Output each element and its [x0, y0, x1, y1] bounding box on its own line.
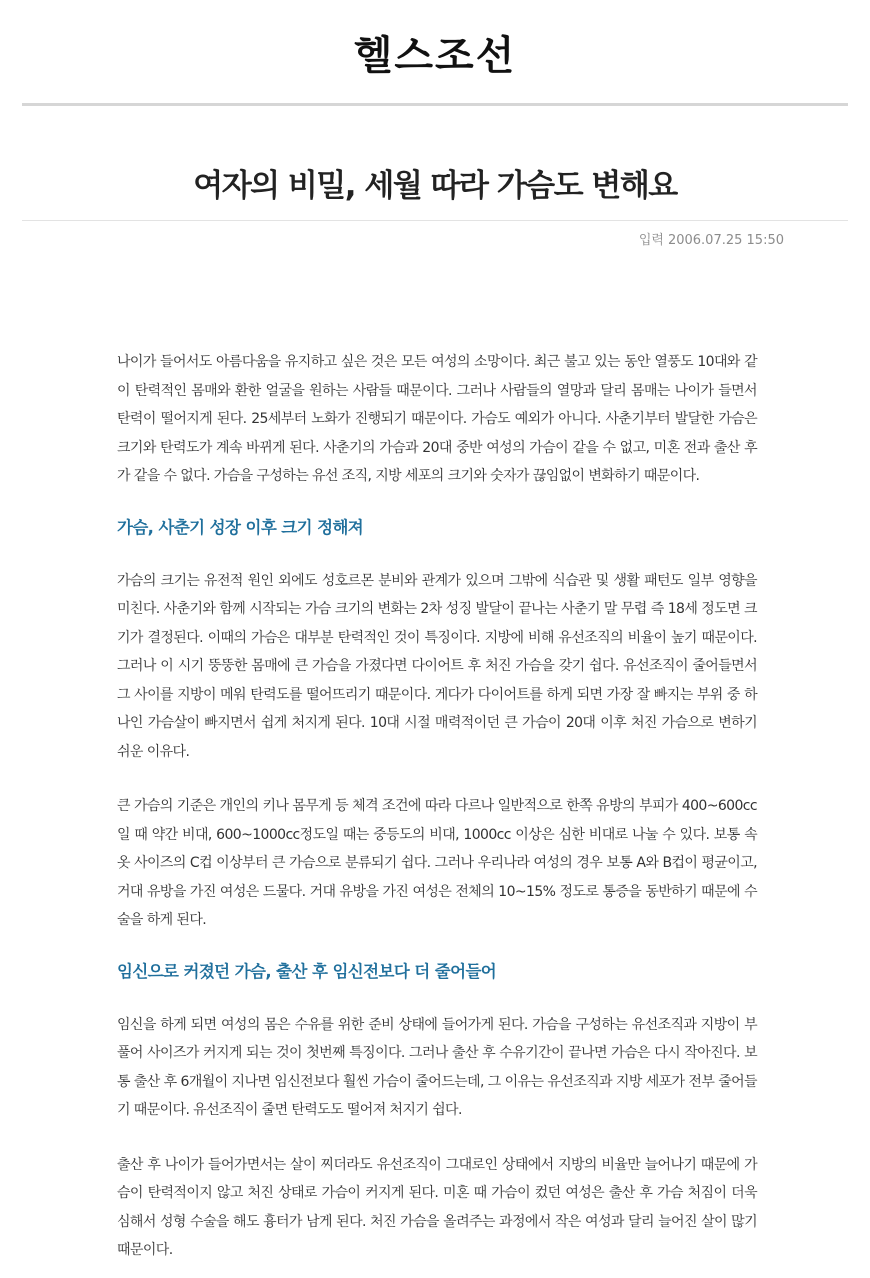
paragraph: 나이가 들어서도 아름다움을 유지하고 싶은 것은 모든 여성의 소망이다. 최근 불고 있는 동안 열풍도 10대와 같이 탄력적인 몸매와 환한 얼굴을 원하는 사람들 때문이다. 그러나 사람들의 열망과 달리 몸매는 나이가 들면서 탄력이 떨어지게 된다. 25세부터 노화가 진행되기 때문이다. 가슴도 예외가 아니다. 사춘기부터 발달한 가슴은 크기와 탄력도가 계속 바뀌게 된다. 사춘기의 가슴과 20대 중반 여성의 가슴이 같을 수 없고, 미혼 전과 출산 후가 같을 수 없다. 가슴을 구성하는 유선 조직, 지방 세포의 크기와 숫자가 끊임없이 변화하기 때문이다. — [117, 354, 757, 484]
input-label: 입력 — [638, 233, 664, 248]
input-datetime: 2006.07.25 15:50 — [667, 233, 784, 248]
header-divider — [22, 103, 848, 106]
site-logo[interactable]: 헬스조선 — [353, 32, 517, 79]
subheading: 임신으로 커졌던 가슴, 출산 후 임신전보다 더 줄어들어 — [117, 961, 497, 981]
article-body — [117, 348, 757, 1278]
paragraph: 임신을 하게 되면 여성의 몸은 수유를 위한 준비 상태에 들어가게 된다. 가슴을 구성하는 유선조직과 지방이 부풀어 사이즈가 커지게 되는 것이 첫번째 특징이다. 그러나 출산 후 수유기간이 끝나면 가슴은 다시 작아진다. 보통 출산 후 6개월이 지나면 임신전보다 훨씬 가슴이 줄어드는데, 그 이유는 유선조직과 지방 세포가 전부 줄어들기 때문이다. 유선조직이 줄면 탄력도도 떨어져 처지기 쉽다. — [117, 1016, 757, 1118]
title-divider — [22, 220, 848, 221]
paragraph: 출산 후 나이가 들어가면서는 살이 찌더라도 유선조직이 그대로인 상태에서 지방의 비율만 늘어나기 때문에 가슴이 탄력적이지 않고 처진 상태로 가슴이 커지게 된다. 미혼 때 가슴이 컸던 여성은 출산 후 가슴 처짐이 더욱 심해서 성형 수술을 해도 흉터가 남게 된다. 처진 가슴을 올려주는 과정에서 작은 여성과 달리 늘어진 살이 많기 때문이다. — [117, 1156, 757, 1258]
article-title: 여자의 비밀, 세월 따라 가슴도 변해요 — [193, 167, 677, 204]
paragraph: 큰 가슴의 기준은 개인의 키나 몸무게 등 체격 조건에 따라 다르나 일반적으로 한쪽 유방의 부피가 400~600cc일 때 약간 비대, 600~1000cc정도일 때는 중등도의 비대, 1000cc 이상은 심한 비대로 나눌 수 있다. 보통 속옷 사이즈의 C컵 이상부터 큰 가슴으로 분류되기 쉽다. 그러나 우리나라 여성의 경우 보통 A와 B컵이 평균이고, 거대 유방을 가진 여성은 드물다. 거대 유방을 가진 여성은 전체의 10~15% 정도로 통증을 동반하기 때문에 수술을 하게 된다. — [117, 798, 757, 928]
subheading: 가슴, 사춘기 성장 이후 크기 정해져 — [117, 517, 364, 537]
paragraph: 가슴의 크기는 유전적 원인 외에도 성호르몬 분비와 관계가 있으며 그밖에 식습관 및 생활 패턴도 일부 영향을 미친다. 사춘기와 함께 시작되는 가슴 크기의 변화는 2차 성징 발달이 끝나는 사춘기 말 무렵 즉 18세 정도면 크기가 결정된다. 이때의 가슴은 대부분 탄력적인 것이 특징이다. 지방에 비해 유선조직의 비율이 높기 때문이다. 그러나 이 시기 뚱뚱한 몸매에 큰 가슴을 가졌다면 다이어트 후 처진 가슴을 갖기 쉽다. 유선조직이 줄어들면서 그 사이를 지방이 메워 탄력도를 떨어뜨리기 때문이다. 게다가 다이어트를 하게 되면 가장 잘 빠지는 부위 중 하나인 가슴살이 빠지면서 쉽게 처지게 된다. 10대 시절 매력적이던 큰 가슴이 20대 이후 처진 가슴으로 변하기 쉬운 이유다. — [117, 572, 757, 760]
article-date — [639, 231, 784, 251]
